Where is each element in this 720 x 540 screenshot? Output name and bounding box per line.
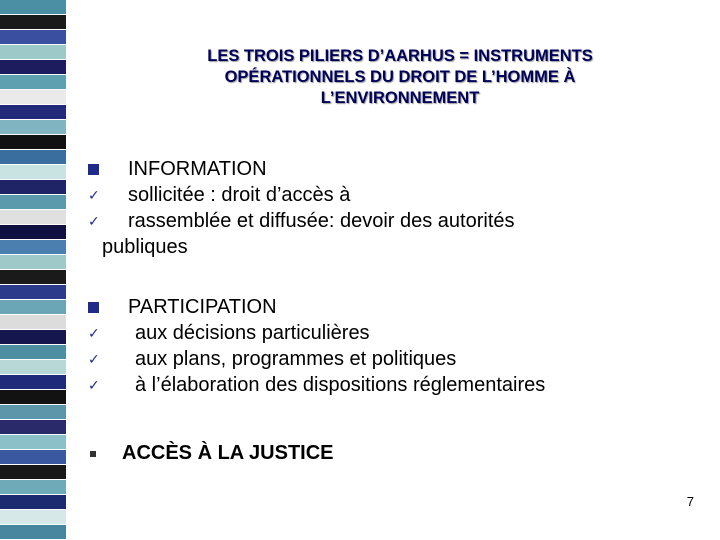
stripe-segment — [0, 165, 66, 180]
stripe-segment — [0, 30, 66, 45]
stripe-segment — [0, 270, 66, 285]
stripe-segment — [0, 405, 66, 420]
stripe-segment — [0, 90, 66, 105]
stripe-segment — [0, 0, 66, 15]
justice-heading: ACCÈS À LA JUSTICE — [122, 442, 334, 464]
participation-item-2: aux plans, programmes et politiques — [135, 348, 457, 370]
stripe-segment — [0, 435, 66, 450]
stripe-segment — [0, 465, 66, 480]
checkmark-icon: ✓ — [88, 325, 100, 341]
information-item-2: rassemblée et diffusée: devoir des autorités — [128, 210, 515, 232]
decorative-stripe-bar — [0, 0, 66, 540]
list-item-continuation — [88, 234, 515, 260]
participation-heading-row — [88, 294, 545, 320]
stripe-segment — [0, 495, 66, 510]
participation-section — [88, 294, 545, 398]
stripe-segment — [0, 390, 66, 405]
stripe-segment — [0, 60, 66, 75]
checkmark-icon: ✓ — [88, 187, 100, 203]
information-heading-row — [88, 156, 515, 182]
stripe-segment — [0, 120, 66, 135]
stripe-segment — [0, 75, 66, 90]
list-item — [88, 208, 515, 234]
participation-heading: PARTICIPATION — [128, 296, 277, 318]
stripe-segment — [0, 330, 66, 345]
stripe-segment — [0, 150, 66, 165]
stripe-segment — [0, 450, 66, 465]
title-line-3: L’ENVIRONNEMENT — [320, 89, 480, 107]
stripe-segment — [0, 135, 66, 150]
justice-section — [88, 440, 334, 466]
stripe-segment — [0, 420, 66, 435]
stripe-segment — [0, 315, 66, 330]
participation-item-1: aux décisions particulières — [135, 322, 370, 344]
stripe-segment — [0, 360, 66, 375]
title-line-1: LES TROIS PILIERS D’AARHUS = INSTRUMENTS — [207, 47, 593, 65]
stripe-segment — [0, 375, 66, 390]
small-square-bullet-icon — [90, 451, 96, 457]
slide-title — [130, 46, 670, 109]
information-heading: INFORMATION — [128, 158, 267, 180]
checkmark-icon: ✓ — [88, 377, 100, 393]
checkmark-icon: ✓ — [88, 213, 100, 229]
list-item — [88, 372, 545, 398]
participation-item-3: à l’élaboration des dispositions réglementaires — [135, 374, 546, 396]
justice-heading-row — [88, 440, 334, 466]
title-line-2: OPÉRATIONNELS DU DROIT DE L’HOMME À — [224, 68, 576, 86]
stripe-segment — [0, 210, 66, 225]
page-number: 7 — [686, 494, 694, 509]
stripe-segment — [0, 195, 66, 210]
stripe-segment — [0, 300, 66, 315]
stripe-segment — [0, 45, 66, 60]
stripe-segment — [0, 240, 66, 255]
stripe-segment — [0, 345, 66, 360]
information-item-1: sollicitée : droit d’accès à — [128, 184, 351, 206]
information-section — [88, 156, 515, 260]
stripe-segment — [0, 225, 66, 240]
stripe-segment — [0, 525, 66, 540]
square-bullet-icon — [88, 302, 99, 313]
list-item — [88, 346, 545, 372]
square-bullet-icon — [88, 164, 99, 175]
list-item — [88, 320, 545, 346]
stripe-segment — [0, 510, 66, 525]
information-continuation: publiques — [102, 236, 188, 258]
stripe-segment — [0, 105, 66, 120]
stripe-segment — [0, 15, 66, 30]
stripe-segment — [0, 285, 66, 300]
checkmark-icon: ✓ — [88, 351, 100, 367]
stripe-segment — [0, 480, 66, 495]
list-item — [88, 182, 515, 208]
stripe-segment — [0, 180, 66, 195]
stripe-segment — [0, 255, 66, 270]
